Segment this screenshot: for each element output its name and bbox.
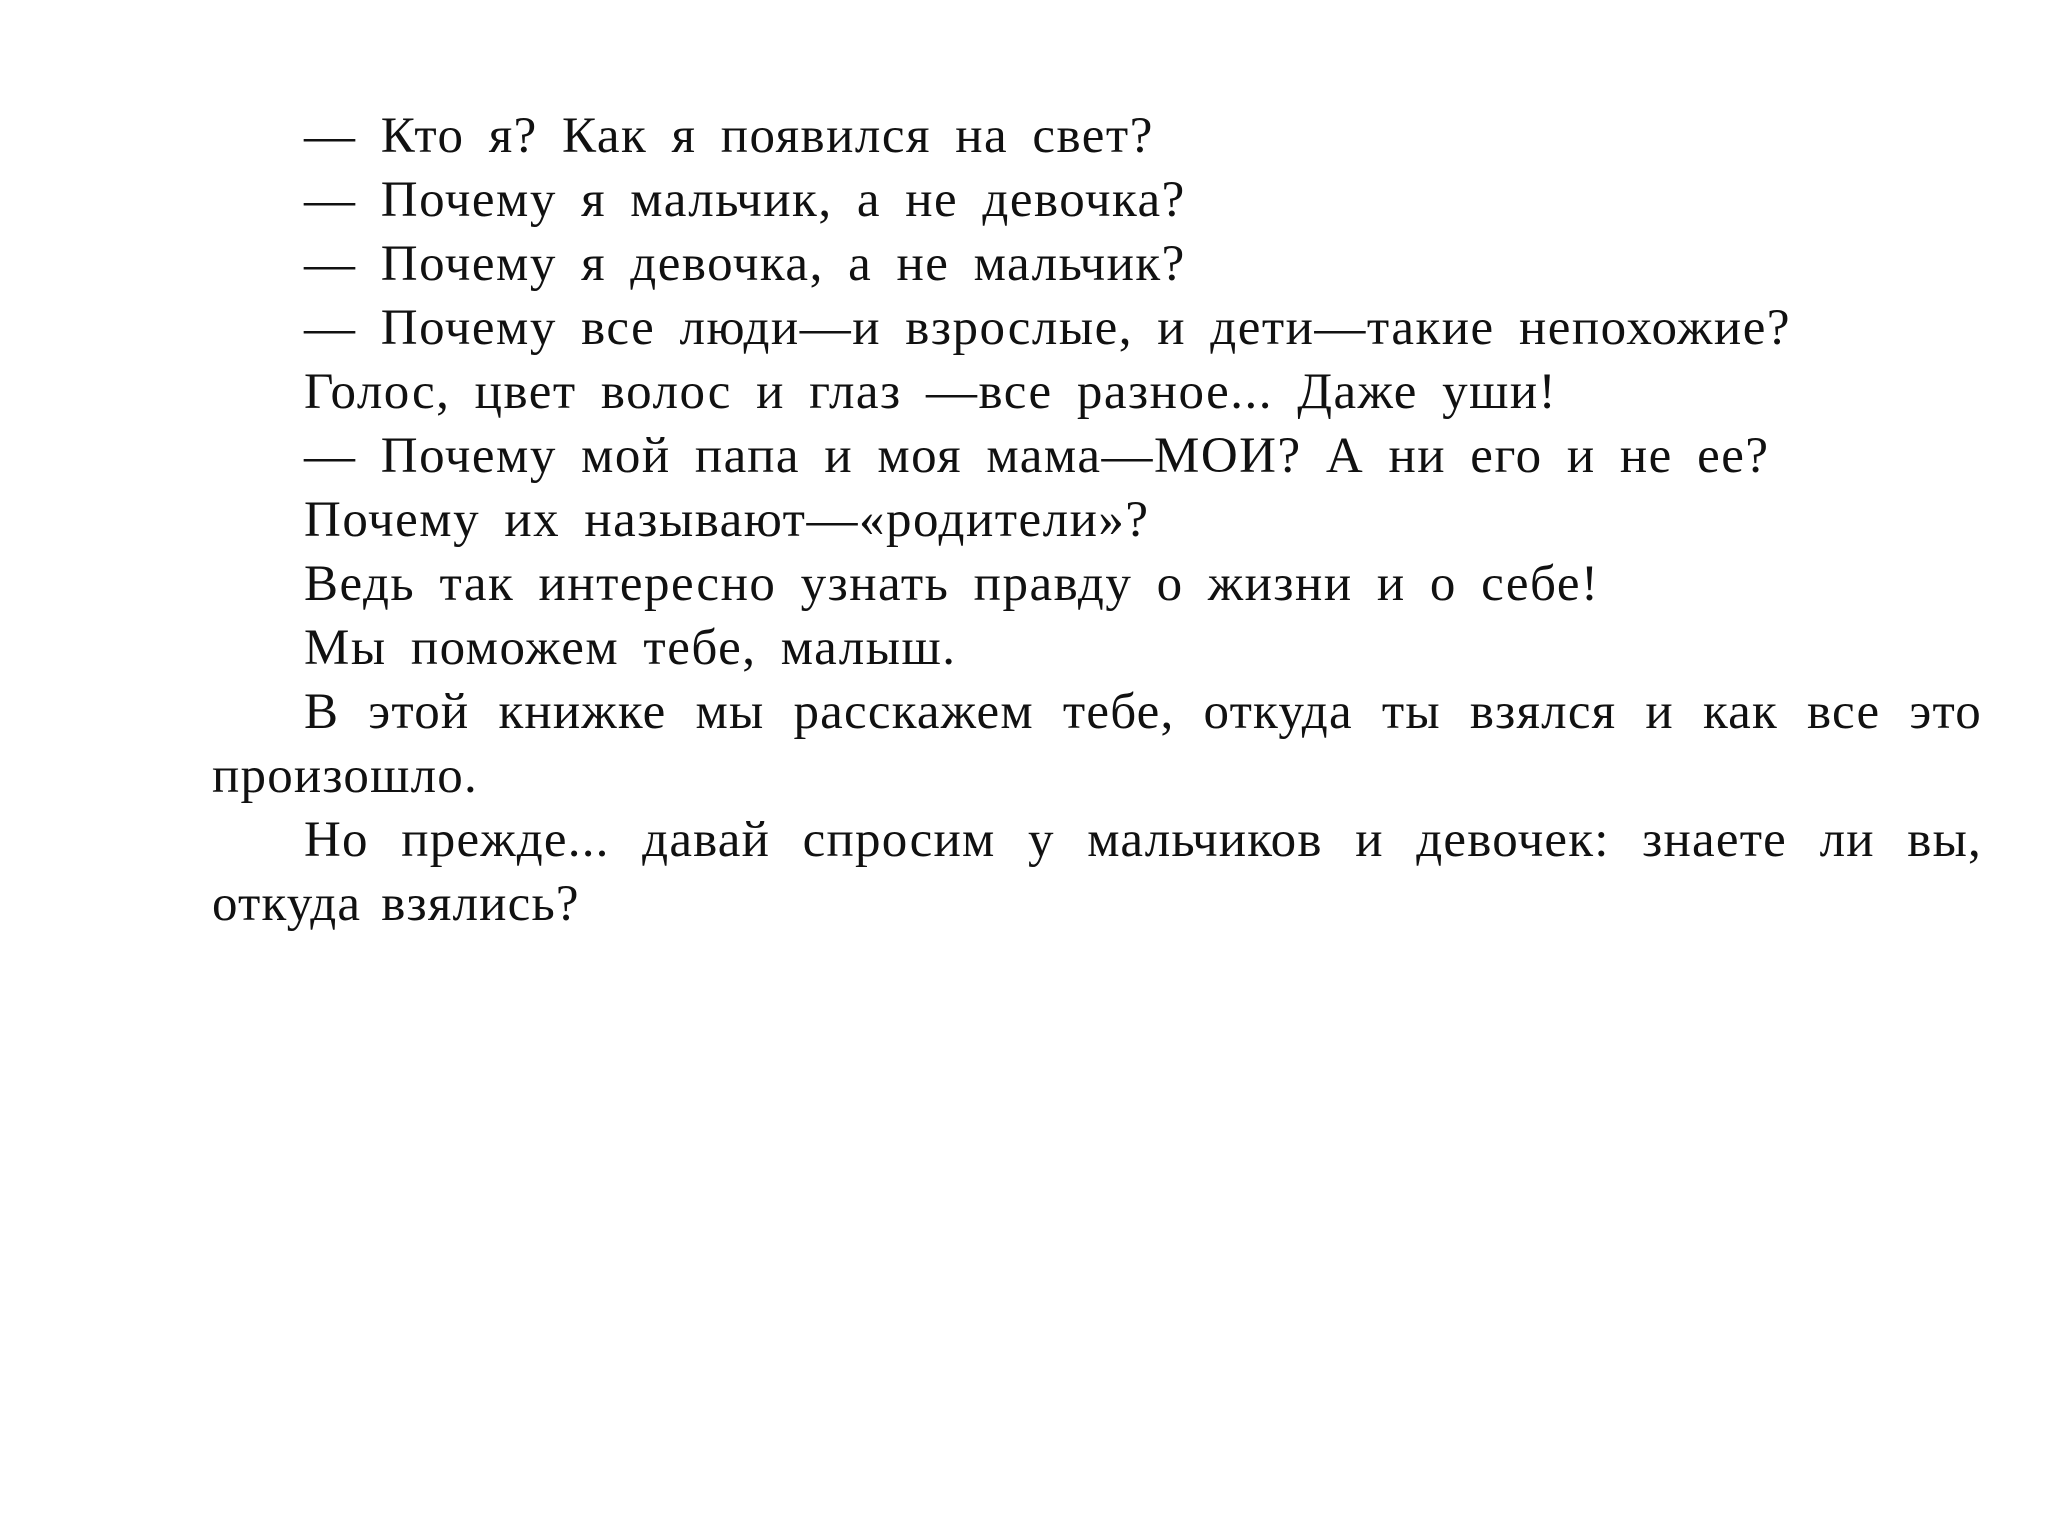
page-text (212, 104, 1982, 936)
paragraph: Но прежде... давай спросим у мальчиков и девочек: знаете ли вы, откуда взялись? (212, 812, 1982, 932)
paragraph: В этой книжке мы расскажем тебе, откуда ты взялся и как все это произошло. (212, 684, 1982, 804)
question-line: — Почему все люди—и взрослые, и дети—такие непохожие? (304, 300, 1791, 356)
question-line: — Почему я девочка, а не мальчик? (304, 236, 1186, 292)
question-line: — Кто я? Как я появился на свет? (304, 108, 1154, 164)
text-line: Почему их называют—«родители»? (304, 492, 1150, 548)
text-line: Голос, цвет волос и глаз —все разное... Даже уши! (304, 364, 1558, 420)
question-line: — Почему мой папа и моя мама—МОИ? А ни его и не ее? (304, 428, 1770, 484)
question-line: — Почему я мальчик, а не девочка? (304, 172, 1186, 228)
text-line: Мы поможем тебе, малыш. (304, 620, 957, 676)
text-line: Ведь так интересно узнать правду о жизни и о себе! (304, 556, 1600, 612)
